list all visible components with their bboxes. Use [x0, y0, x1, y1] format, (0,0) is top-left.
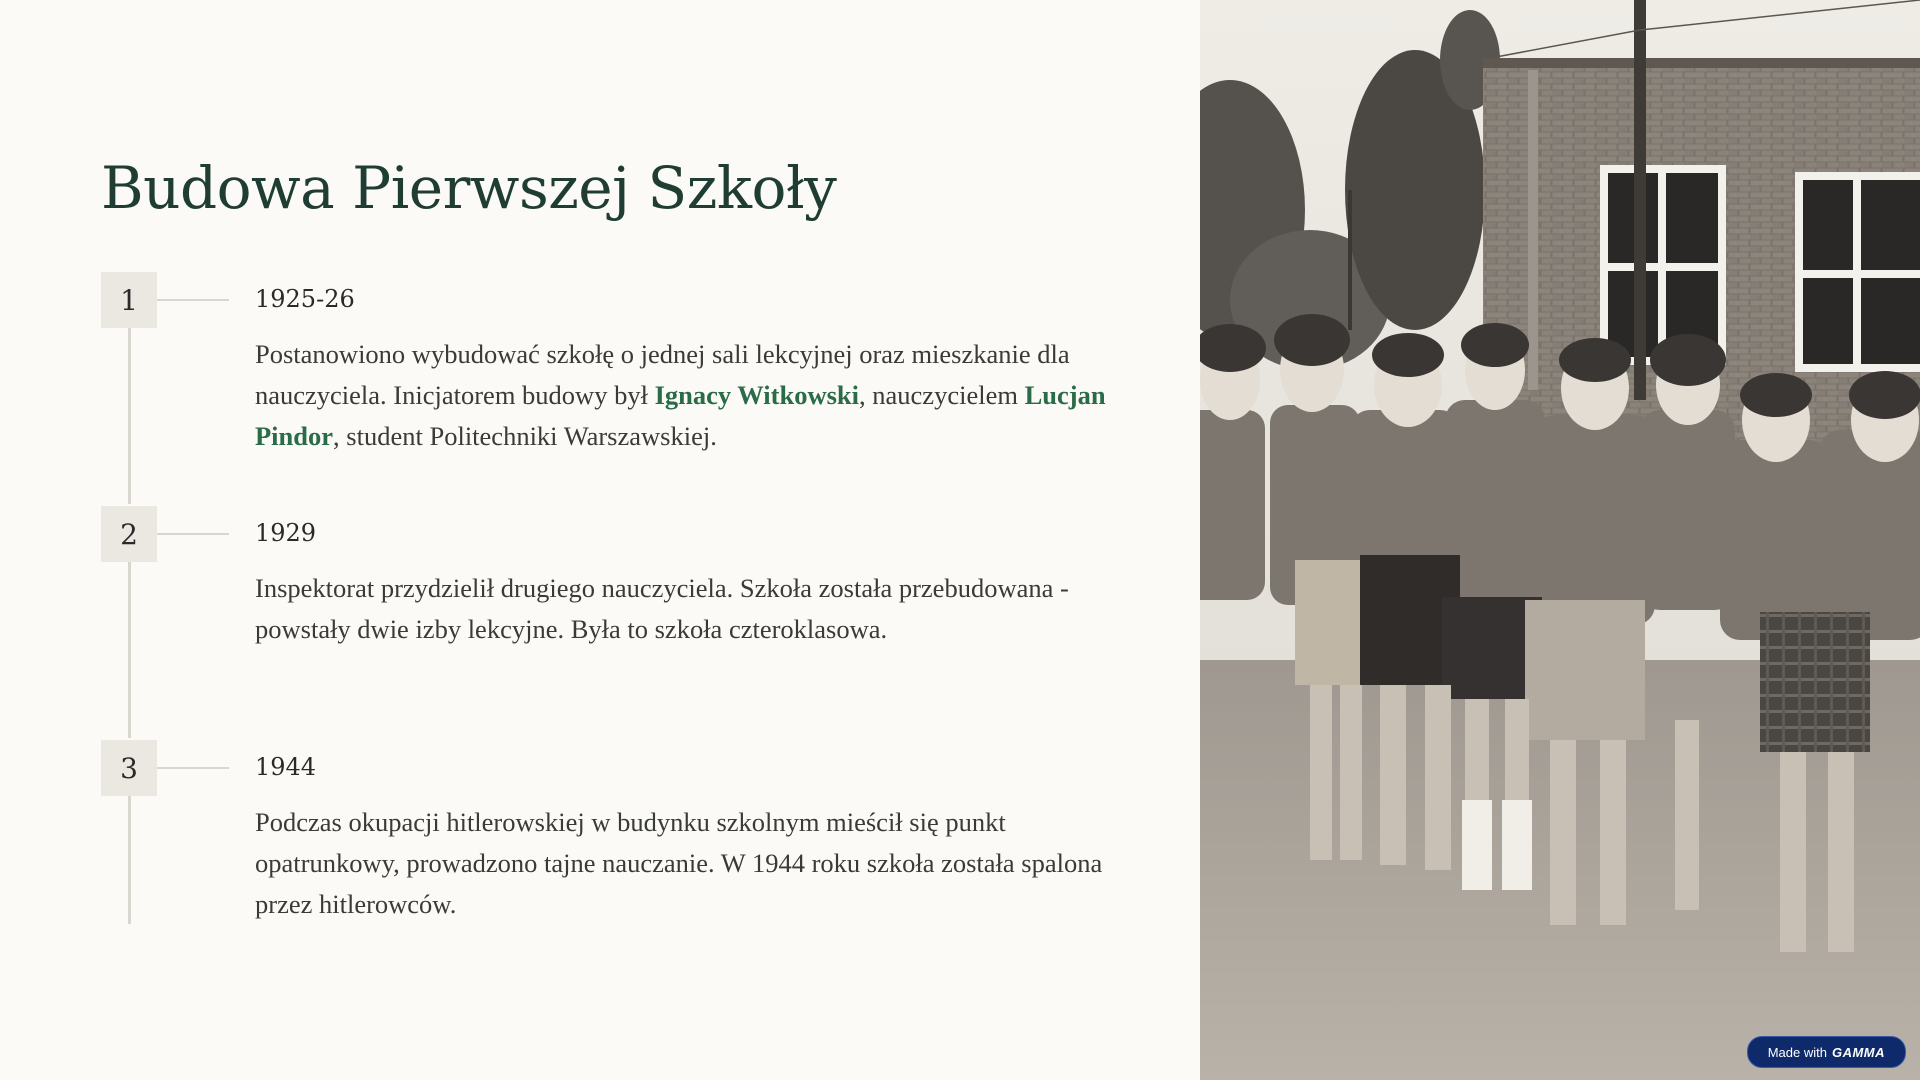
step-connector — [157, 533, 229, 535]
step-number-badge: 3 — [101, 740, 157, 796]
step-year: 1929 — [255, 519, 317, 547]
step-description: Podczas okupacji hitlerowskiej w budynku szkolnym mieścił się punkt opatrunkowy, prowadzono tajne nauczanie. W 1944 roku szkoła została spalona przez hitlerowców. — [255, 807, 1103, 919]
photo-panel — [1200, 0, 1920, 1080]
historical-photo — [1200, 0, 1920, 1080]
step-number-badge: 2 — [101, 506, 157, 562]
timeline-line — [128, 562, 131, 738]
timeline-line — [128, 796, 131, 924]
badge-prefix: Made with — [1767, 1044, 1827, 1060]
gamma-logo: GAMMA — [1831, 1044, 1885, 1060]
founder-name: Ignacy Witkowski — [654, 380, 860, 410]
step-description — [255, 334, 1115, 457]
page-title: Budowa Pierwszej Szkoły — [101, 154, 837, 222]
teacher-name: Lucjan Pindor — [255, 380, 1106, 451]
step-year: 1925-26 — [255, 285, 355, 313]
step-description: Inspektorat przydzielił drugiego nauczyciela. Szkoła została przebudowana - powstały dwie izby lekcyjne. Była to szkoła czteroklasowa. — [255, 573, 1069, 644]
step-year: 1944 — [255, 753, 317, 781]
text-fragment: , student Politechniki Warszawskiej. — [333, 421, 717, 451]
step-connector — [157, 767, 229, 769]
text-fragment: , nauczycielem — [859, 380, 1025, 410]
step-connector — [157, 299, 229, 301]
step-number-badge: 1 — [101, 272, 157, 328]
made-with-gamma-badge[interactable] — [1747, 1036, 1906, 1068]
timeline-line — [128, 324, 131, 504]
text-fragment: Postanowiono wybudować szkołę o jednej sali lekcyjnej oraz mieszkanie dla nauczyciela. Inicjatorem budowy był — [255, 339, 1070, 410]
